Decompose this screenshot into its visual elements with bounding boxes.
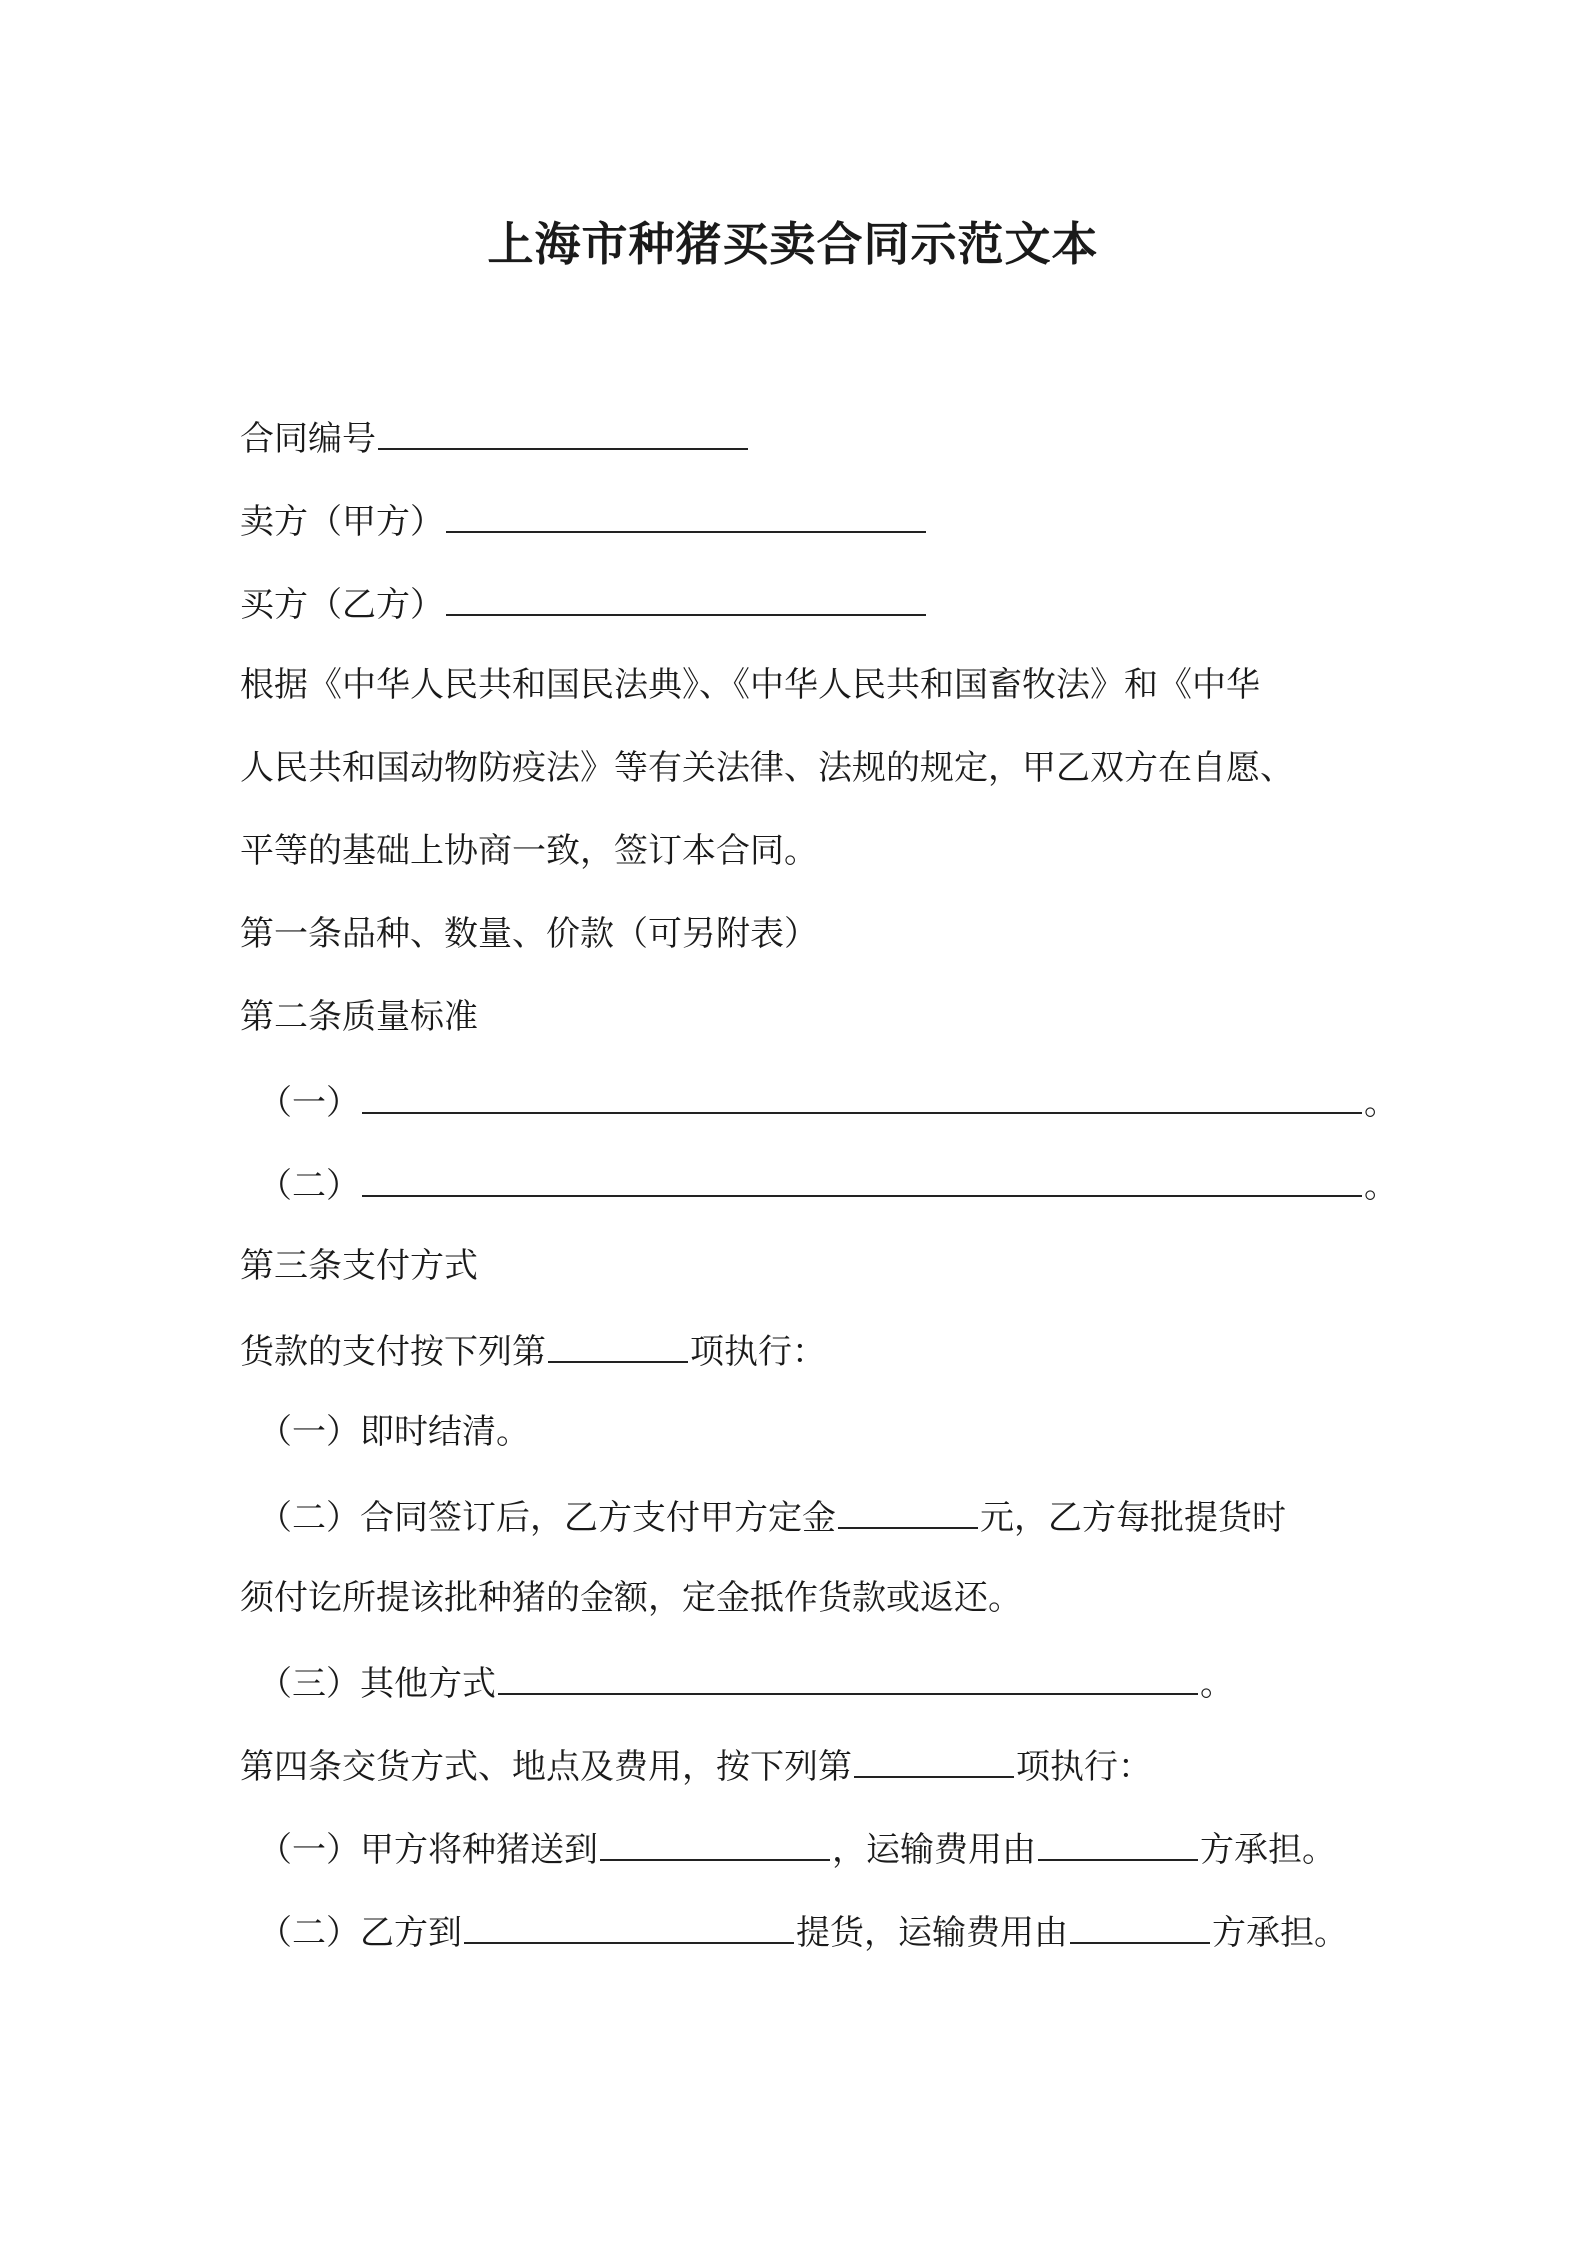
article-3-intro-a: 货款的支付按下列第 (240, 1332, 546, 1372)
buyer-line (240, 578, 928, 629)
quality-standard-blank-2[interactable] (362, 1159, 1362, 1197)
contract-number-blank[interactable] (378, 412, 748, 450)
article-3-intro (240, 1325, 826, 1376)
article-3-option-3-a: （三）其他方式 (258, 1664, 496, 1704)
quality-standard-blank-1[interactable] (362, 1076, 1362, 1114)
seller-line (240, 495, 928, 546)
article-3-heading: 第三条支付方式 (240, 1246, 478, 1286)
deposit-amount-blank[interactable] (838, 1491, 978, 1529)
article-4-option-1-a: （一）甲方将种猪送到 (258, 1830, 598, 1870)
preamble-line-3: 平等的基础上协商一致，签订本合同。 (240, 831, 818, 871)
article-3-option-2 (258, 1491, 1286, 1542)
contract-number-line (240, 412, 750, 463)
buyer-label: 买方（乙方） (240, 585, 444, 625)
page-title: 上海市种猪买卖合同示范文本 (487, 217, 1099, 271)
delivery-location-blank[interactable] (600, 1823, 830, 1861)
pickup-location-blank[interactable] (464, 1906, 794, 1944)
buyer-blank[interactable] (446, 578, 926, 616)
preamble-line-2: 人民共和国动物防疫法》等有关法律、法规的规定，甲乙双方在自愿、 (240, 748, 1294, 788)
article-4-option-2-b: 提货，运输费用由 (796, 1913, 1068, 1953)
article-3-option-2-a: （二）合同签订后，乙方支付甲方定金 (258, 1498, 836, 1538)
article-2-item-2-prefix: （二） (258, 1166, 360, 1206)
article-2-item-1-prefix: （一） (258, 1083, 360, 1123)
seller-label: 卖方（甲方） (240, 502, 444, 542)
article-4-option-1-c: 方承担。 (1200, 1830, 1336, 1870)
preamble-line-1: 根据《中华人民共和国民法典》、《中华人民共和国畜牧法》和《中华 (240, 665, 1260, 705)
article-4-option-2 (258, 1906, 1348, 1957)
article-4-option-1 (258, 1823, 1336, 1874)
article-3-option-1: （一）即时结清。 (258, 1412, 530, 1452)
contract-number-label: 合同编号 (240, 419, 376, 459)
article-2-item-1-suffix: 。 (1364, 1083, 1398, 1123)
article-2-item-2 (258, 1159, 1398, 1210)
article-4-heading (240, 1740, 1152, 1791)
freight-party-blank-2[interactable] (1070, 1906, 1210, 1944)
payment-option-blank[interactable] (548, 1325, 688, 1363)
article-2-item-2-suffix: 。 (1364, 1166, 1398, 1206)
article-2-heading: 第二条质量标准 (240, 997, 478, 1037)
article-4-heading-b: 项执行： (1016, 1747, 1152, 1787)
seller-blank[interactable] (446, 495, 926, 533)
article-4-heading-a: 第四条交货方式、地点及费用，按下列第 (240, 1747, 852, 1787)
article-3-option-2-b: 元，乙方每批提货时 (980, 1498, 1286, 1538)
article-2-item-1 (258, 1076, 1398, 1127)
other-payment-blank[interactable] (498, 1657, 1198, 1695)
article-3-option-2-cont: 须付讫所提该批种猪的金额，定金抵作货款或返还。 (240, 1578, 1022, 1618)
article-4-option-1-b: ，运输费用由 (832, 1830, 1036, 1870)
article-3-intro-b: 项执行： (690, 1332, 826, 1372)
article-4-option-2-a: （二）乙方到 (258, 1913, 462, 1953)
article-3-option-3-b: 。 (1200, 1664, 1234, 1704)
article-1-heading: 第一条品种、数量、价款（可另附表） (240, 914, 818, 954)
article-3-option-3 (258, 1657, 1234, 1708)
article-4-option-2-c: 方承担。 (1212, 1913, 1348, 1953)
delivery-option-blank[interactable] (854, 1740, 1014, 1778)
freight-party-blank-1[interactable] (1038, 1823, 1198, 1861)
